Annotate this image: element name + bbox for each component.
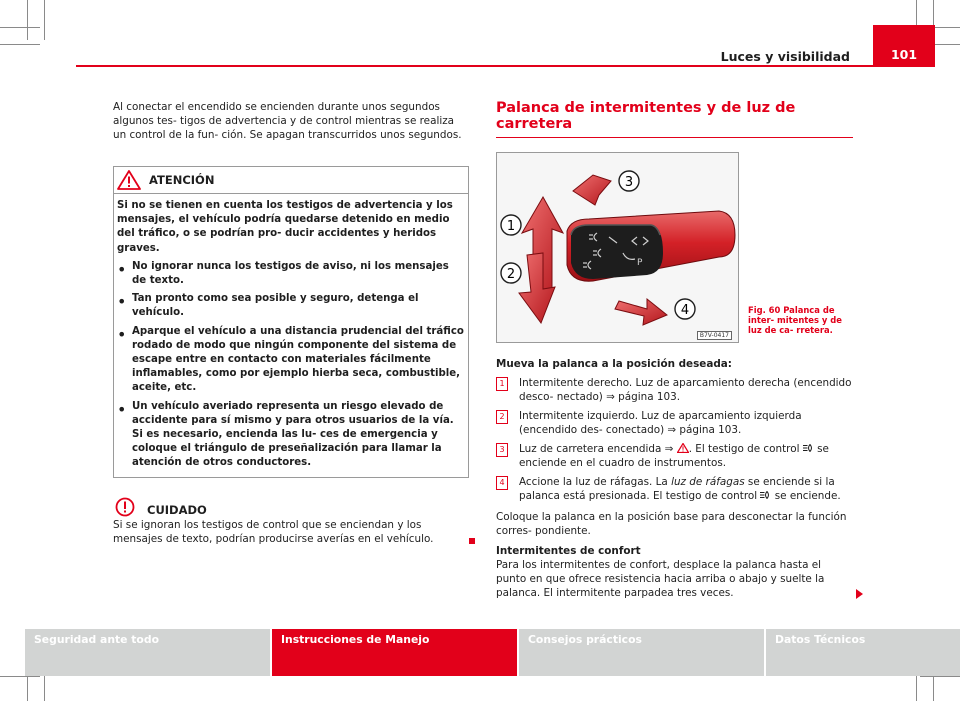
warning-triangle-icon	[677, 443, 689, 453]
crop-mark	[0, 44, 40, 45]
warning-bullet: • No ignorar nunca los testigos de aviso, ni los mensajes de texto.	[117, 259, 449, 287]
step-number: 4	[496, 476, 508, 490]
figure-code: B7V-0417	[697, 331, 732, 340]
footer-nav	[25, 629, 960, 676]
crop-mark	[44, 0, 45, 40]
crop-mark	[0, 676, 40, 677]
left-column	[113, 100, 469, 546]
comfort-text: Para los intermitentes de confort, desplace la palanca hasta el punto en que ofrece resistencia hacia arriba o abajo y suelte la palanca. El intermitente parpadea tres veces.	[496, 558, 853, 600]
step-number: 2	[496, 410, 508, 424]
step-text: Luz de carretera encendida ⇒ . El testigo de control se enciende en el cuadro de instrumentos.	[519, 443, 829, 469]
svg-text:P: P	[637, 258, 643, 268]
end-of-section-marker	[469, 538, 475, 544]
warning-box	[113, 166, 469, 478]
caution-text: Si se ignoran los testigos de control que se enciendan y los mensajes de texto, podrían producirse averías en el vehículo.	[113, 518, 434, 545]
caution-exclamation-icon	[115, 497, 135, 517]
step-item	[496, 409, 853, 437]
section-rule	[496, 137, 853, 138]
running-header: Luces y visibilidad	[720, 49, 850, 64]
figure-callout: 3	[624, 175, 634, 190]
steps-intro: Mueva la palanca a la posición deseada:	[496, 358, 732, 370]
continue-arrow-icon	[856, 589, 863, 599]
section-title: Palanca de intermitentes y de luz de carretera	[496, 100, 796, 132]
figure-callout: 4	[680, 303, 690, 318]
step-number: 1	[496, 377, 508, 391]
intro-paragraph: Al conectar el encendido se encienden durante unos segundos algunos tes- tigos de advertencia y de control mientras se realiza un control de la fun- ción. Se apagan transcurridos unos segundos.	[113, 101, 462, 141]
high-beam-icon	[803, 444, 814, 452]
step-item	[496, 442, 853, 470]
page-number: 101	[890, 47, 918, 62]
step-text: Intermitente derecho. Luz de aparcamiento derecha (encendido desco- nectado) ⇒ página 103.	[519, 377, 852, 403]
figure-callout: 2	[506, 267, 516, 282]
page-number-tab	[873, 25, 935, 67]
figure-caption: Fig. 60 Palanca de inter- mitentes y de luz de ca- rretera.	[748, 305, 842, 335]
warning-bullet: • Un vehículo averiado representa un riesgo elevado de accidente para sí mismo y para otros usuarios de la vía. Si es necesario, encienda las lu- ces de emergencia y coloque el triángulo de preseñalización para llamar la atención de otros conductores.	[117, 399, 454, 469]
crop-mark	[27, 0, 28, 40]
footer-tab-consejos[interactable]: Consejos prácticos	[519, 629, 764, 676]
reset-instruction: Coloque la palanca en la posición base para desconectar la función corres- pondiente.	[496, 511, 847, 537]
header-rule	[76, 65, 935, 67]
comfort-heading: Intermitentes de confort	[496, 545, 641, 557]
crop-mark	[920, 676, 960, 677]
caution-title: CUIDADO	[147, 502, 207, 517]
warning-header	[114, 167, 468, 194]
warning-bullet: • Tan pronto como sea posible y seguro, detenga el vehículo.	[117, 292, 419, 319]
step-number: 3	[496, 443, 508, 457]
warning-lead: Si no se tienen en cuenta los testigos de advertencia y los mensajes, el vehículo podría quedarse detenido en medio del tráfico, o se podrían pro- ducir accidentes y heridos graves.	[117, 200, 453, 254]
caution-block	[113, 496, 469, 546]
figure-row	[496, 152, 853, 343]
warning-triangle-icon	[117, 170, 141, 190]
footer-tab-seguridad[interactable]: Seguridad ante todo	[25, 629, 270, 676]
warning-title: ATENCIÓN	[149, 173, 215, 187]
step-text: Accione la luz de ráfagas. La luz de ráfagas se enciende si la palanca está presionada. El testigo de control se enciende.	[519, 476, 841, 502]
footer-tab-datos[interactable]: Datos Técnicos	[766, 629, 960, 676]
high-beam-icon	[760, 491, 771, 499]
step-item	[496, 376, 853, 404]
right-column	[496, 100, 853, 600]
lever-illustration	[497, 153, 738, 342]
footer-tab-instrucciones[interactable]: Instrucciones de Manejo	[272, 629, 517, 676]
lever-figure	[496, 152, 739, 343]
caution-header	[113, 496, 469, 518]
step-text: Intermitente izquierdo. Luz de aparcamiento izquierda (encendido des- conectado) ⇒ página 103.	[519, 410, 802, 436]
crop-mark	[0, 27, 40, 28]
step-item	[496, 475, 853, 503]
warning-bullet: • Aparque el vehículo a una distancia prudencial del tráfico rodado de modo que ningún componente del sistema de escape entre en contacto con materiales fácilmente inflamables, como por ejemplo hierba seca, combustible, aceite, etc.	[117, 324, 464, 394]
warning-body	[114, 194, 468, 477]
figure-callout: 1	[506, 219, 516, 234]
